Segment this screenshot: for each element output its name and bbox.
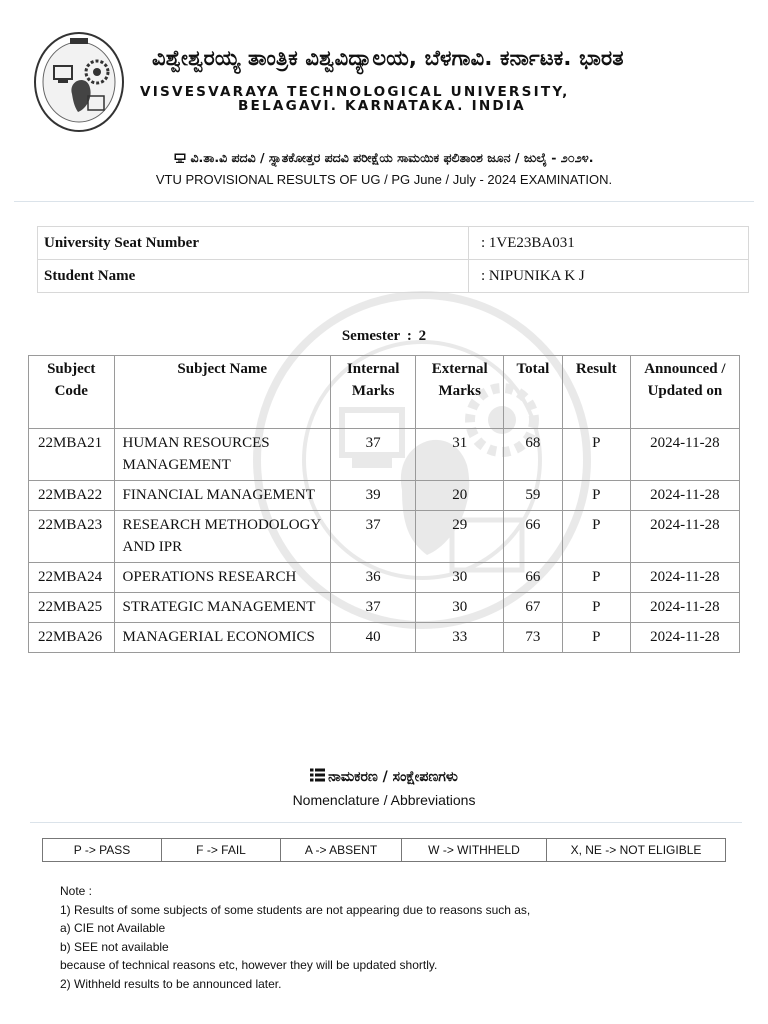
subject-code: 22MBA25 (29, 593, 115, 623)
usn-label: University Seat Number (38, 227, 469, 260)
external-marks: 29 (416, 511, 504, 563)
subject-name: HUMAN RESOURCES MANAGEMENT (114, 429, 330, 481)
header-divider (14, 201, 754, 202)
total-marks: 73 (504, 623, 563, 653)
note-line: 2) Withheld results to be announced later. (60, 976, 282, 991)
result: P (562, 511, 630, 563)
header-external-marks: External Marks (416, 356, 504, 429)
total-marks: 59 (504, 481, 563, 511)
student-name-value: : NIPUNIKA K J (469, 260, 749, 293)
results-title-english: VTU PROVISIONAL RESULTS OF UG / PG June / July - 2024 EXAMINATION. (155, 172, 613, 187)
abbreviation-absent: A -> ABSENT (281, 839, 402, 862)
subject-code: 22MBA26 (29, 623, 115, 653)
note-line: 1) Results of some subjects of some students are not appearing due to reasons such as, (60, 902, 531, 917)
table-row (29, 593, 740, 623)
usn-row (38, 227, 749, 260)
announced-date: 2024-11-28 (630, 623, 739, 653)
result: P (562, 481, 630, 511)
total-marks: 66 (504, 511, 563, 563)
abbreviations-row (43, 839, 726, 862)
table-row (29, 429, 740, 481)
table-row (29, 481, 740, 511)
student-info-table (37, 226, 749, 293)
subject-name: MANAGERIAL ECONOMICS (114, 623, 330, 653)
subject-code: 22MBA23 (29, 511, 115, 563)
semester-heading: Semester : 2 (341, 328, 427, 344)
university-name-english-line2: BELAGAVI. KARNATAKA. INDIA (238, 98, 526, 114)
results-title-kannada-text: ವಿ.ತಾ.ವಿ ಪದವಿ / ಸ್ನಾತಕೋತ್ತರ ಪದವಿ ಪರೀಕ್ಷೆಯ ಸಾಮಯಿಕ ಫಲಿತಾಂಶ ಜೂನ / ಜುಲೈ - ೨೦೨೪. (190, 150, 594, 165)
table-row (29, 623, 740, 653)
note-line: because of technical reasons etc, however they will be updated shortly. (60, 958, 438, 972)
total-marks: 66 (504, 563, 563, 593)
university-name-english-line1: VISVESVARAYA TECHNOLOGICAL UNIVERSITY, (140, 84, 570, 100)
announced-date: 2024-11-28 (630, 481, 739, 511)
nomenclature-title-kannada-text: ನಾಮಕರಣ / ಸಂಕ್ಷೇಪಣಗಳು (328, 769, 458, 785)
abbreviation-pass: P -> PASS (43, 839, 162, 862)
external-marks: 31 (416, 429, 504, 481)
subject-name: RESEARCH METHODOLOGY AND IPR (114, 511, 330, 563)
result: P (562, 429, 630, 481)
header-subject-name: Subject Name (114, 356, 330, 429)
nomenclature-divider (30, 822, 742, 823)
announced-date: 2024-11-28 (630, 429, 739, 481)
note-line: a) CIE not Available (60, 921, 166, 935)
nomenclature-title-english: Nomenclature / Abbreviations (292, 792, 476, 808)
university-name-kannada: ವಿಶ್ವೇಶ್ವರಯ್ಯ ತಾಂತ್ರಿಕ ವಿಶ್ವವಿದ್ಯಾಲಯ, ಬೆಳಗಾವಿ. ಕರ್ನಾಟಕ. ಭಾರತ (152, 46, 624, 70)
header-result: Result (562, 356, 630, 429)
abbreviation-not-eligible: X, NE -> NOT ELIGIBLE (547, 839, 726, 862)
subject-name: OPERATIONS RESEARCH (114, 563, 330, 593)
external-marks: 30 (416, 563, 504, 593)
header-announced-updated-on: Announced / Updated on (630, 356, 739, 429)
total-marks: 68 (504, 429, 563, 481)
results-title-kannada (0, 150, 768, 166)
total-marks: 67 (504, 593, 563, 623)
usn-value: : 1VE23BA031 (469, 227, 749, 260)
notes-section (60, 882, 740, 993)
internal-marks: 36 (330, 563, 416, 593)
semester-label: Semester (341, 328, 401, 344)
nomenclature-title-kannada (0, 768, 768, 785)
internal-marks: 39 (330, 481, 416, 511)
external-marks: 20 (416, 481, 504, 511)
list-icon (310, 768, 325, 782)
announced-date: 2024-11-28 (630, 563, 739, 593)
page-header (0, 0, 768, 200)
table-row (29, 511, 740, 563)
abbreviation-withheld: W -> WITHHELD (402, 839, 547, 862)
external-marks: 33 (416, 623, 504, 653)
external-marks: 30 (416, 593, 504, 623)
header-subject-code: Subject Code (29, 356, 115, 429)
subject-code: 22MBA21 (29, 429, 115, 481)
vtu-logo (32, 30, 126, 134)
notes-heading: Note : (60, 884, 93, 898)
table-row (29, 563, 740, 593)
announced-date: 2024-11-28 (630, 511, 739, 563)
abbreviations-table (42, 838, 726, 862)
internal-marks: 37 (330, 511, 416, 563)
internal-marks: 37 (330, 593, 416, 623)
results-header-row (29, 356, 740, 429)
semester-value: 2 (418, 328, 427, 344)
result: P (562, 593, 630, 623)
subject-code: 22MBA22 (29, 481, 115, 511)
results-table (28, 355, 740, 653)
subject-code: 22MBA24 (29, 563, 115, 593)
internal-marks: 37 (330, 429, 416, 481)
announced-date: 2024-11-28 (630, 593, 739, 623)
header-total: Total (504, 356, 563, 429)
internal-marks: 40 (330, 623, 416, 653)
student-name-row (38, 260, 749, 293)
result: P (562, 563, 630, 593)
note-line: b) SEE not available (60, 939, 169, 954)
student-name-label: Student Name (38, 260, 469, 293)
subject-name: FINANCIAL MANAGEMENT (114, 481, 330, 511)
subject-name: STRATEGIC MANAGEMENT (114, 593, 330, 623)
desktop-computer-icon (174, 153, 186, 163)
result: P (562, 623, 630, 653)
header-internal-marks: Internal Marks (330, 356, 416, 429)
abbreviation-fail: F -> FAIL (162, 839, 281, 862)
